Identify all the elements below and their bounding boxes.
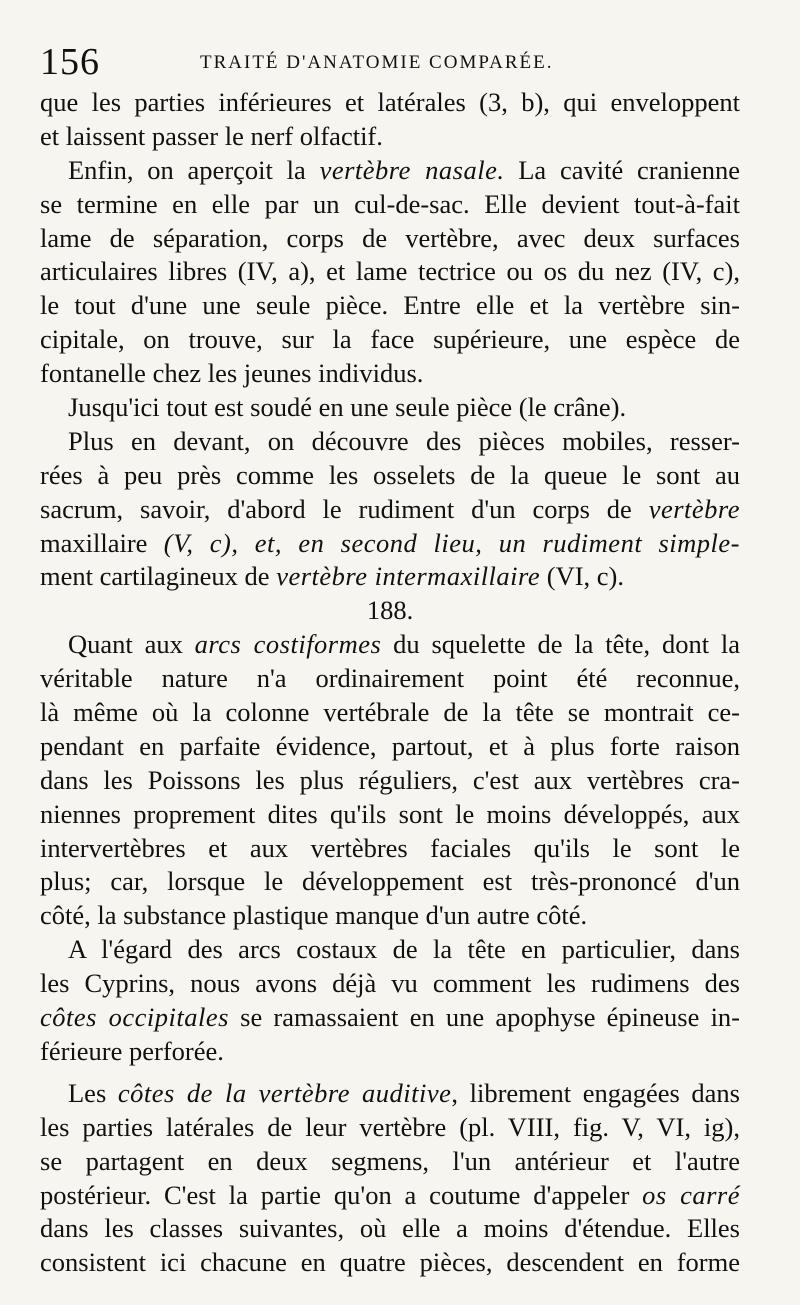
text-line: côté, la substance plastique manque d'un autre côté. [40, 900, 588, 931]
italic-term: (V, c), et, en second lieu, un rudiment simple- [147, 527, 740, 558]
paragraph-gap [40, 1069, 740, 1077]
text-line: côtes occipitales se ramassaient en une apophyse épineuse in- [40, 1002, 741, 1033]
body-text [40, 86, 740, 1280]
text-line: sacrum, savoir, d'abord le rudiment d'un corps de vertèbre [40, 493, 740, 524]
text-line: dans les classes suivantes, où elle a moins d'étendue. Elles [40, 1213, 740, 1244]
text-line: et laissent passer le nerf olfactif. [40, 120, 383, 151]
italic-term: côtes de la vertèbre auditive [117, 1077, 452, 1108]
text-line: Quant aux arcs costiformes du squelette de la tête, dont la [68, 629, 741, 660]
text-line: se partagent en deux segmens, l'un antérieur et l'autre [40, 1145, 740, 1176]
running-title: TRAITÉ D'ANATOMIE COMPARÉE. [200, 52, 554, 73]
text-line: dans les Poissons les plus réguliers, c'est aux vertèbres cra- [40, 764, 740, 795]
italic-term: côtes occipitales [40, 1002, 229, 1033]
text-line: Enfin, on aperçoit la vertèbre nasale. La cavité cranienne [68, 154, 740, 185]
text-line: se termine en elle par un cul-de-sac. Elle devient tout-à-fait [40, 188, 740, 219]
text-line: niennes proprement dites qu'ils sont le moins développés, aux [40, 798, 740, 829]
text-line: plus; car, lorsque le développement est très-prononcé d'un [40, 866, 740, 897]
text-line: véritable nature n'a ordinairement point été reconnue, [40, 663, 740, 694]
text-line: lame de séparation, corps de vertèbre, avec deux surfaces [40, 222, 740, 253]
text-line: maxillaire (V, c), et, en second lieu, un rudiment simple- [40, 527, 740, 558]
page-number: 156 [40, 41, 100, 83]
text-line: cipitale, on trouve, sur la face supérieure, une espèce de [40, 324, 740, 355]
text-line: Plus en devant, on découvre des pièces mobiles, resser- [68, 425, 740, 456]
text-line: fontanelle chez les jeunes individus. [40, 358, 424, 389]
text-line: rées à peu près comme les osselets de la queue le sont au [40, 459, 740, 490]
text-line: Les côtes de la vertèbre auditive, librement engagées dans [68, 1077, 740, 1108]
text-line: postérieur. C'est la partie qu'on a coutume d'appeler os carré [40, 1179, 740, 1210]
italic-term: vertèbre nasale. [319, 154, 505, 185]
page-header [40, 40, 740, 83]
italic-term: os carré [642, 1179, 740, 1210]
section-number: 188. [366, 595, 414, 626]
text-line: le tout d'une une seule pièce. Entre elle et la vertèbre sin- [40, 290, 740, 321]
italic-term: vertèbre [648, 493, 740, 524]
text-line: les parties latérales de leur vertèbre (pl. VIII, fig. V, VI, ig), [40, 1111, 740, 1142]
text-line: articulaires libres (IV, a), et lame tectrice ou os du nez (IV, c), [40, 256, 740, 287]
text-line: consistent ici chacune en quatre pièces, descendent en forme [40, 1247, 740, 1278]
text-line: férieure perforée. [40, 1035, 224, 1066]
text-line: les Cyprins, nous avons déjà vu comment les rudimens des [40, 968, 740, 999]
text-line: pendant en parfaite évidence, partout, et à plus forte raison [40, 730, 740, 761]
text-line: intervertèbres et aux vertèbres faciales qu'ils le sont le [40, 832, 740, 863]
text-line: Jusqu'ici tout est soudé en une seule pièce (le crâne). [68, 392, 627, 423]
text-line: là même où la colonne vertébrale de la tête se montrait ce- [40, 697, 740, 728]
italic-term: arcs costiformes [194, 629, 382, 660]
italic-term: vertèbre intermaxillaire [276, 561, 541, 592]
text-line: A l'égard des arcs costaux de la tête en particulier, dans [68, 934, 740, 965]
text-line: ment cartilagineux de vertèbre intermaxillaire (VI, c). [40, 561, 624, 592]
text-line: que les parties inférieures et latérales (3, b), qui enveloppent [40, 87, 740, 117]
